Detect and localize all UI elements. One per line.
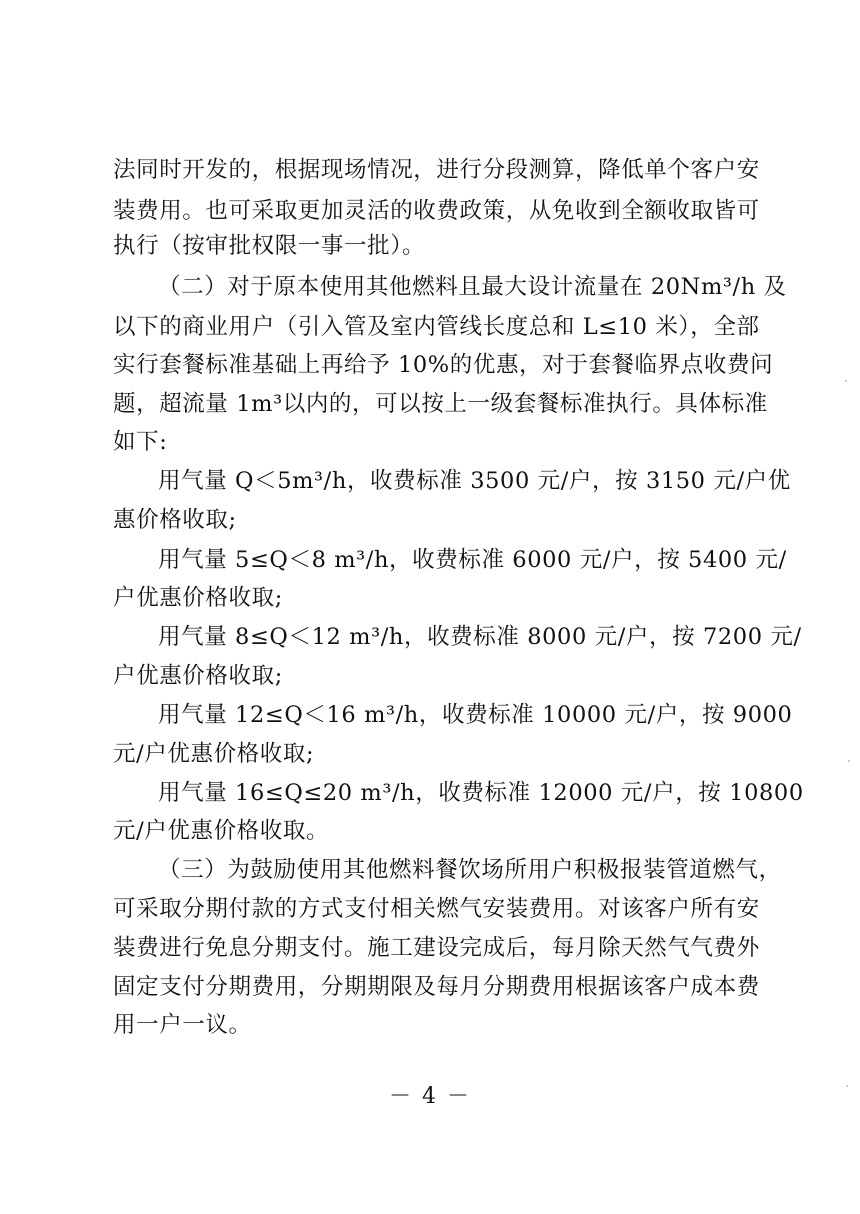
tier-4-continuation: 元/户优惠价格收取; xyxy=(113,741,315,767)
page-number: － 4 － xyxy=(389,1084,471,1109)
tier-4-line: 用气量 12≤Q＜16 m³/h，收费标准 10000 元/户，按 9000 xyxy=(158,702,793,728)
tier-2-continuation: 户优惠价格收取; xyxy=(113,585,283,611)
text-line-20: 可采取分期付款的方式支付相关燃气安装费用。对该客户所有安 xyxy=(113,896,760,922)
scan-speck xyxy=(848,760,850,762)
text-line-2: 装费用。也可采取更加灵活的收费政策，从免收到全额收取皆可 xyxy=(113,198,760,224)
text-line-22: 固定支付分期费用，分期期限及每月分期费用根据该客户成本费 xyxy=(113,974,760,1000)
text-line-8: 如下: xyxy=(113,429,168,455)
tier-3-line: 用气量 8≤Q＜12 m³/h，收费标准 8000 元/户，按 7200 元/ xyxy=(158,624,802,650)
scan-speck xyxy=(845,380,847,382)
text-line-1: 法同时开发的，根据现场情况，进行分段测算，降低单个客户安 xyxy=(113,157,760,183)
text-line-6: 实行套餐标准基础上再给予 10%的优惠，对于套餐临界点收费问 xyxy=(113,352,774,378)
tier-2-line: 用气量 5≤Q＜8 m³/h，收费标准 6000 元/户，按 5400 元/ xyxy=(158,547,787,573)
tier-1-line: 用气量 Q＜5m³/h，收费标准 3500 元/户，按 3150 元/户优 xyxy=(158,468,791,494)
tier-3-continuation: 户优惠价格收取; xyxy=(113,663,283,689)
section-2-heading-line: （二）对于原本使用其他燃料且最大设计流量在 20Nm³/h 及 xyxy=(158,274,787,300)
tier-5-continuation: 元/户优惠价格收取。 xyxy=(113,818,330,844)
text-line-21: 装费进行免息分期支付。施工建设完成后，每月除天然气气费外 xyxy=(113,935,760,961)
text-line-3: 执行（按审批权限一事一批）。 xyxy=(113,233,426,259)
text-line-23: 用一户一议。 xyxy=(113,1012,252,1038)
tier-1-continuation: 惠价格收取; xyxy=(113,507,237,533)
text-line-5: 以下的商业用户（引入管及室内管线长度总和 L≤10 米），全部 xyxy=(113,314,760,340)
section-3-heading-line: （三）为鼓励使用其他燃料餐饮场所用户积极报装管道燃气， xyxy=(158,857,782,883)
text-line-7: 题，超流量 1m³以内的，可以按上一级套餐标准执行。具体标准 xyxy=(113,391,768,417)
tier-5-line: 用气量 16≤Q≤20 m³/h，收费标准 12000 元/户，按 10800 xyxy=(158,780,804,806)
scan-speck xyxy=(846,1085,848,1087)
